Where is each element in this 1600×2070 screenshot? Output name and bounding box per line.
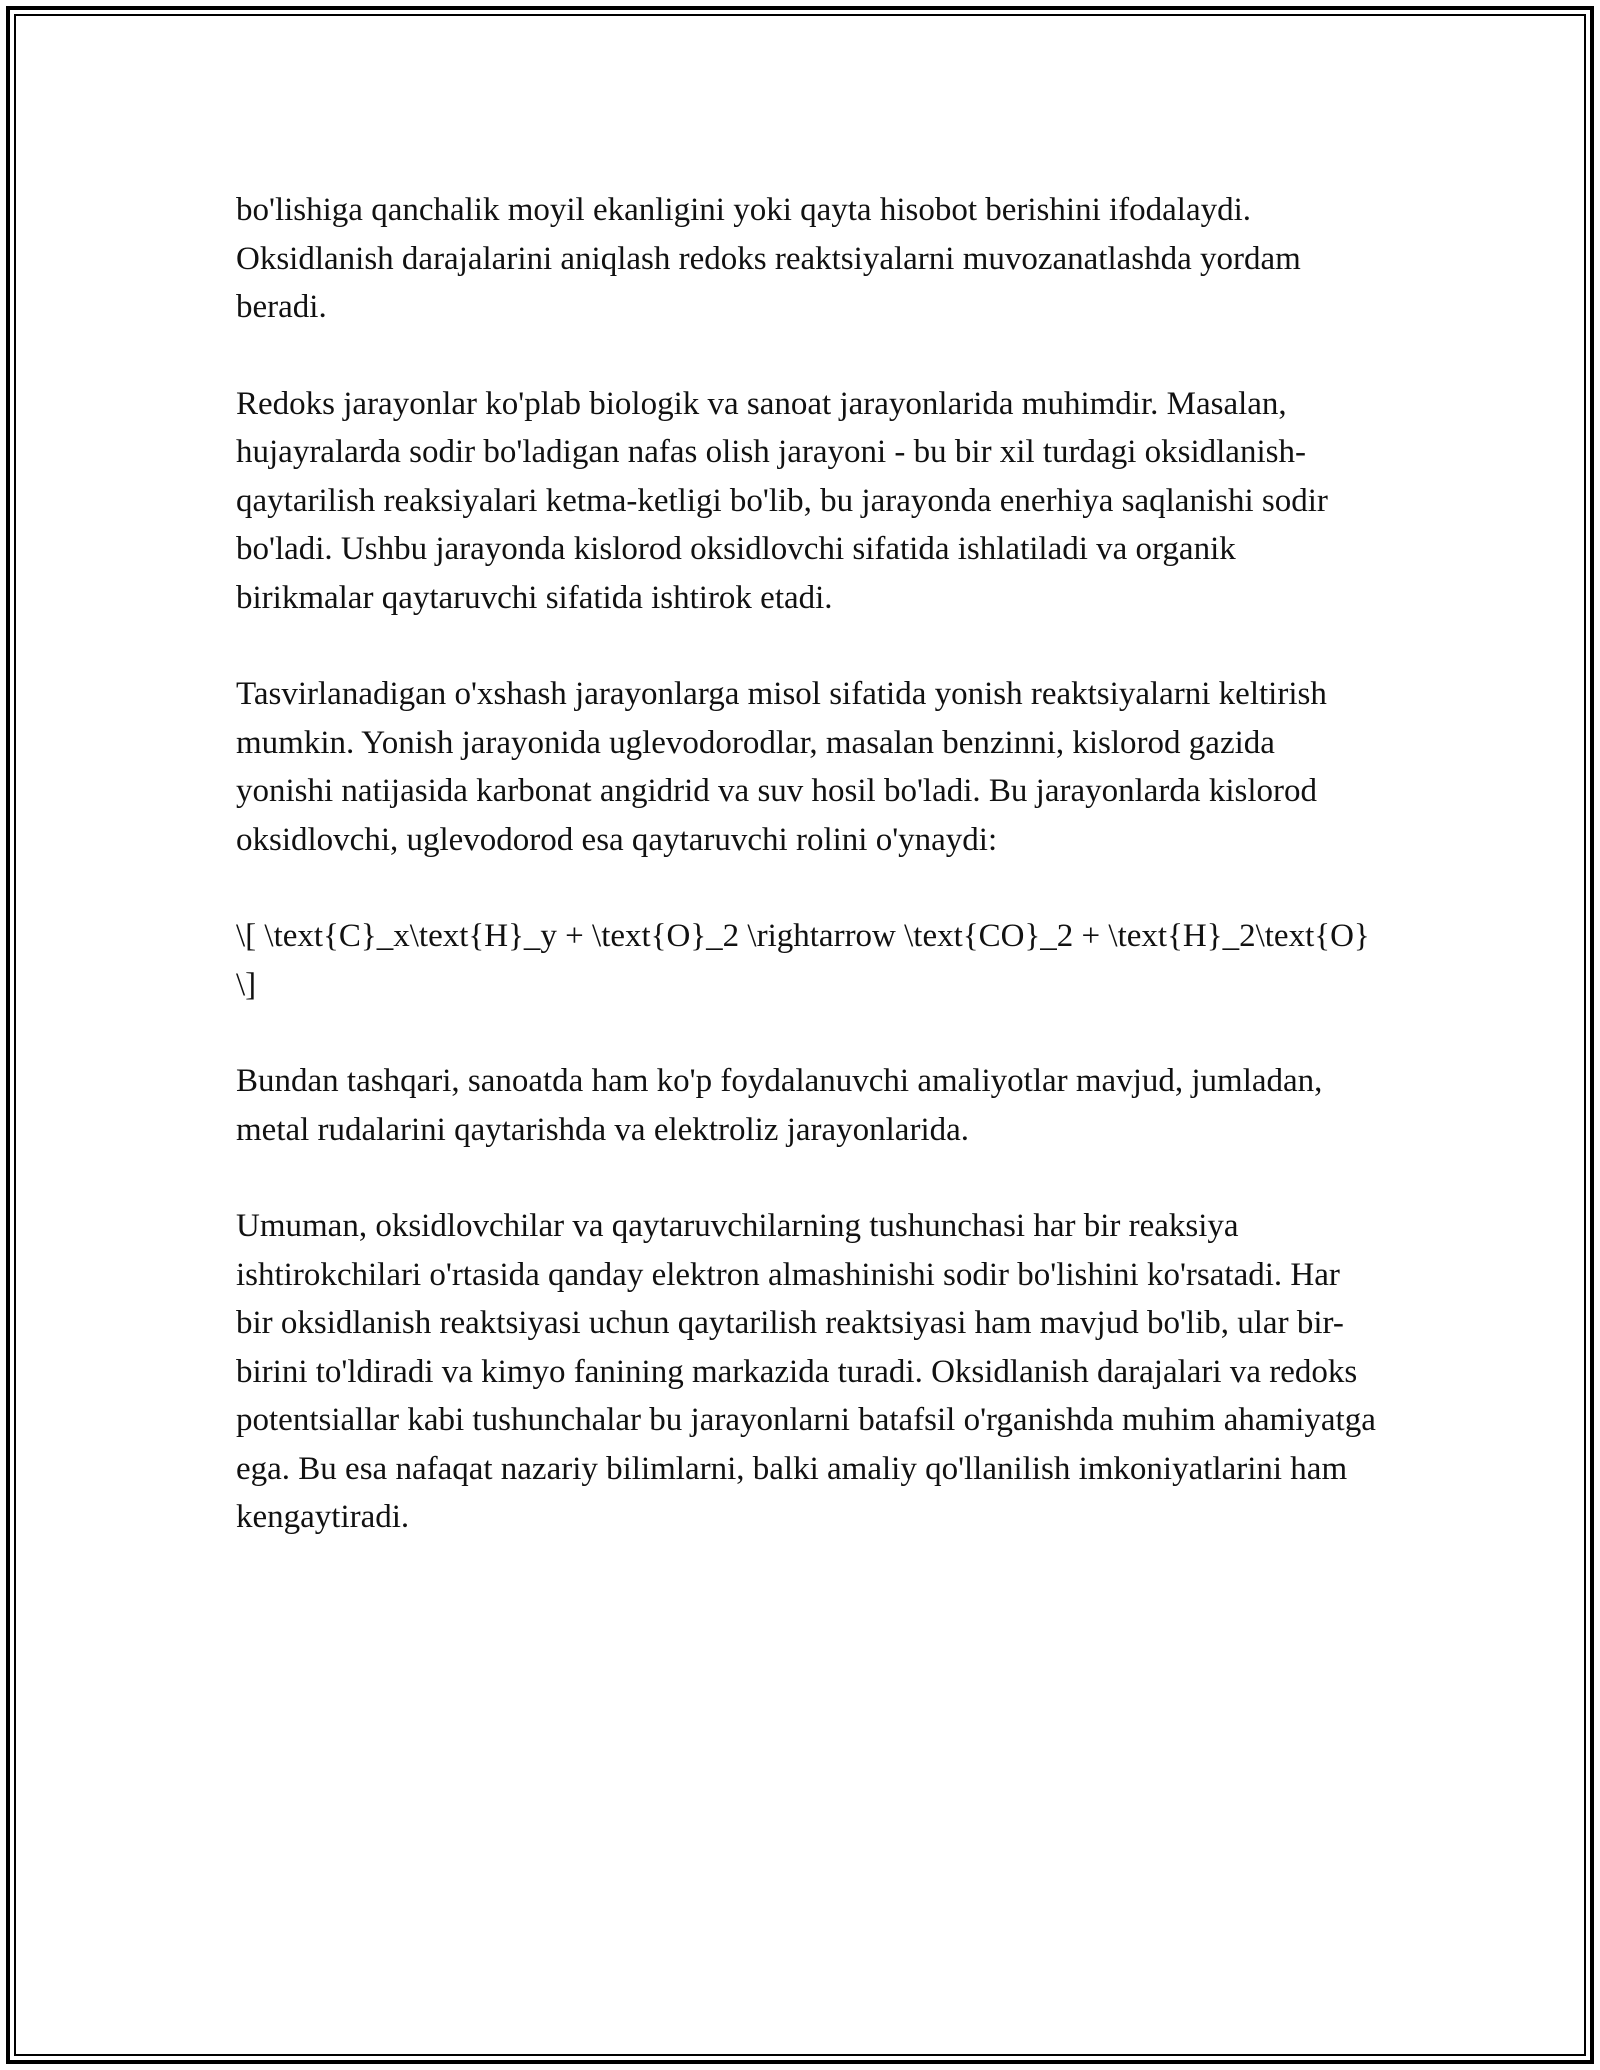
- paragraph-biological-redox: Redoks jarayonlar ko'plab biologik va sanoat jarayonlarida muhimdir. Masalan, hujayralarda sodir bo'ladigan nafas olish jarayoni - bu bir xil turdagi oksidlanish-qaytarilish reaksiyalari ketma-ketligi bo'lib, bu jarayonda enerhiya saqlanishi sodir bo'ladi. Ushbu jarayonda kislorod oksidlovchi sifatida ishlatiladi va organik birikmalar qaytaruvchi sifatida ishtirok etadi.: [236, 385, 1328, 616]
- paragraph-combustion: Tasvirlanadigan o'xshash jarayonlarga misol sifatida yonish reaktsiyalarni keltirish mumkin. Yonish jarayonida uglevodorodlar, masalan benzinni, kislorod gazida yonishi natijasida karbonat angidrid va suv hosil bo'ladi. Bu jarayonlarda kislorod oksidlovchi, uglevodorod esa qaytaruvchi rolini o'ynaydi:: [236, 676, 1327, 858]
- paragraph-conclusion: Umuman, oksidlovchilar va qaytaruvchilarning tushunchasi har bir reaksiya ishtirokchilari o'rtasida qanday elektron almashinishi sodir bo'lishini ko'rsatadi. Har bir oksidlanish reaktsiyasi uchun qaytarilish reaktsiyasi ham mavjud bo'lib, ular bir-birini to'ldiradi va kimyo fanining markazida turadi. Oksidlanish darajalari va redoks potentsiallar kabi tushunchalar bu jarayonlarni batafsil o'rganishda muhim ahamiyatga ega. Bu esa nafaqat nazariy bilimlarni, balki amaliy qo'llanilish imkoniyatlarini ham kengaytiradi.: [236, 1208, 1376, 1535]
- paragraph-industry: Bundan tashqari, sanoatda ham ko'p foydalanuvchi amaliyotlar mavjud, jumladan, metal rudalarini qaytarishda va elektroliz jarayonlarida.: [236, 1063, 1323, 1148]
- paragraph-oxidation-states: bo'lishiga qanchalik moyil ekanligini yoki qayta hisobot berishini ifodalaydi. Oksidlanish darajalarini aniqlash redoks reaktsiyalarni muvozanatlashda yordam beradi.: [236, 192, 1301, 325]
- combustion-formula: \[ \text{C}_x\text{H}_y + \text{O}_2 \rightarrow \text{CO}_2 + \text{H}_2\text{O} \]: [236, 918, 1370, 1003]
- document-body: [236, 186, 1376, 1590]
